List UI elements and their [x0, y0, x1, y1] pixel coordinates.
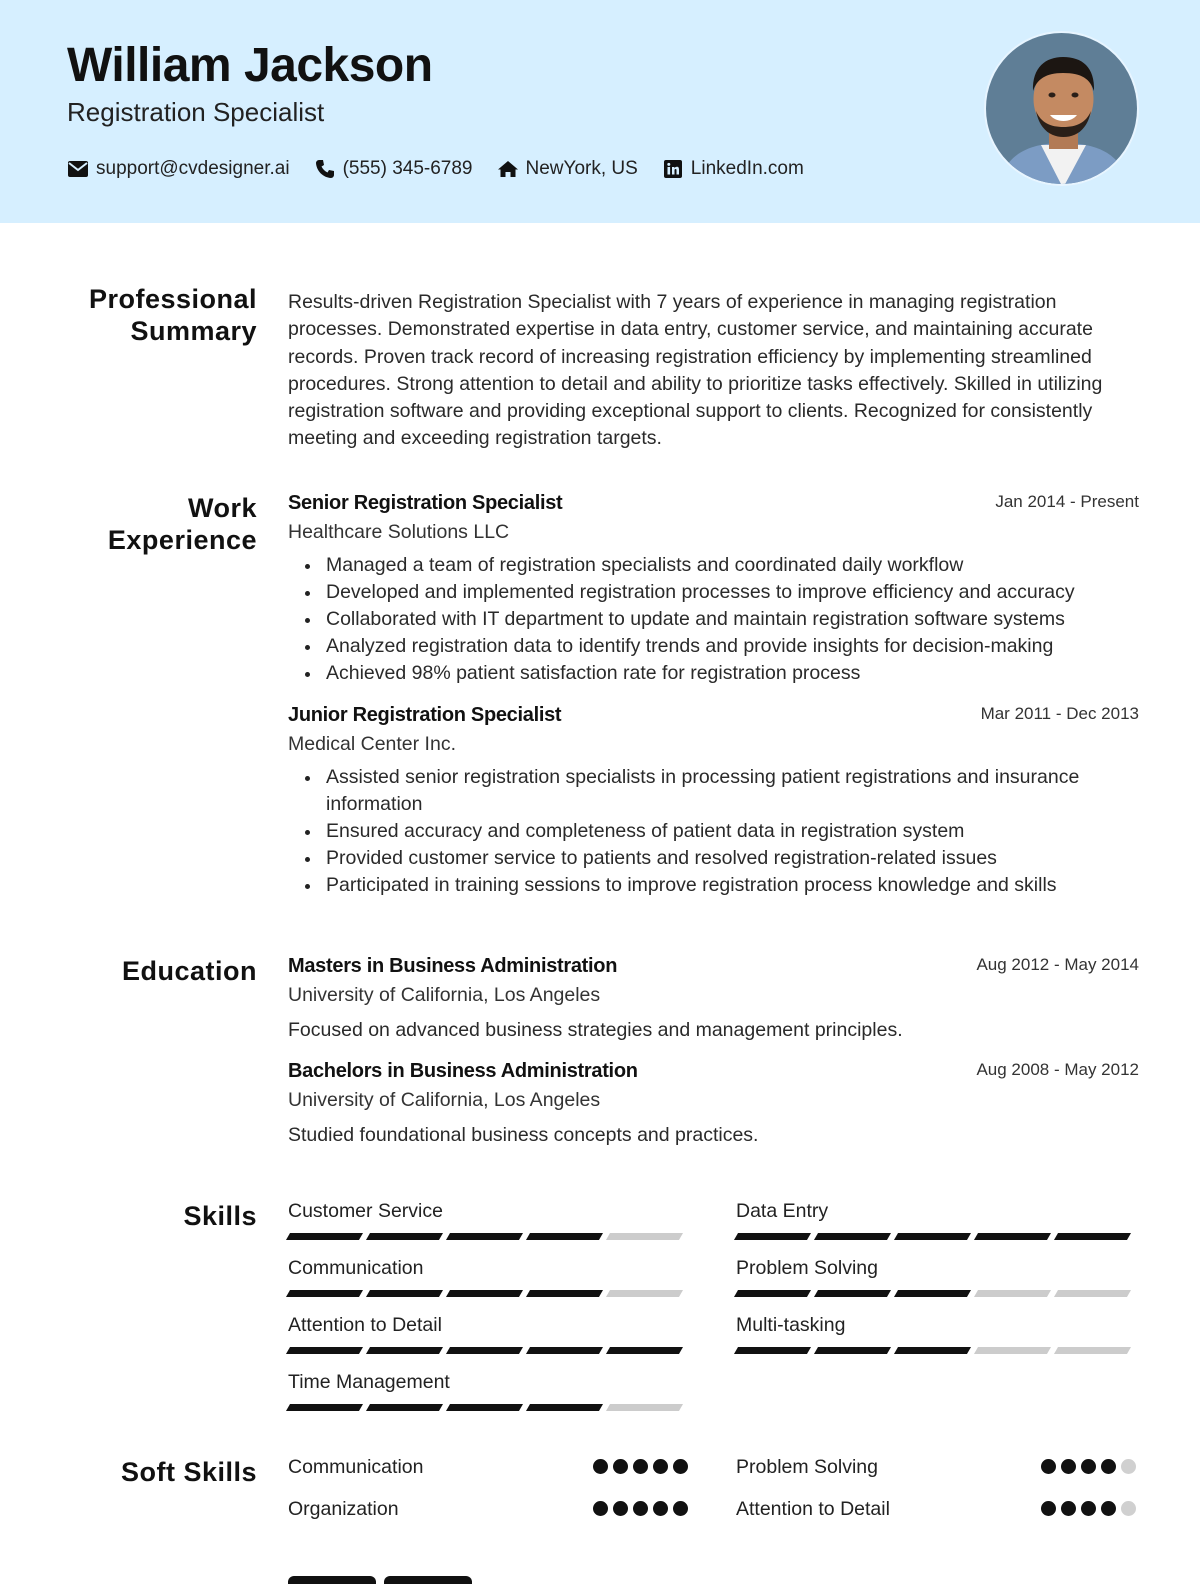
skill-item — [288, 1371, 688, 1411]
skill-level-segment — [894, 1347, 971, 1354]
skill-level-segment — [1054, 1290, 1131, 1297]
education-entry — [288, 955, 1139, 1042]
skill-level-segment — [734, 1233, 811, 1240]
contact-linkedin[interactable] — [662, 158, 804, 180]
rating-dot — [593, 1501, 608, 1516]
list-item: Provided customer service to patients and resolved registration-related issues — [288, 845, 1139, 872]
next-section-stub — [288, 1576, 480, 1584]
job-bullets — [288, 552, 1139, 687]
rating-dot — [1081, 1501, 1096, 1516]
skill-level-bar — [288, 1233, 688, 1240]
skill-level-segment — [734, 1347, 811, 1354]
rating-dot — [1121, 1501, 1136, 1516]
skill-level-bar — [288, 1290, 688, 1297]
skill-level-segment — [286, 1347, 363, 1354]
skill-level-segment — [526, 1233, 603, 1240]
phone-icon — [314, 158, 336, 180]
skill-level-segment — [286, 1233, 363, 1240]
list-item: Assisted senior registration specialists in processing patient registrations and insurance information — [288, 764, 1139, 818]
skill-level-segment — [894, 1290, 971, 1297]
summary-heading — [37, 283, 257, 347]
contact-linkedin-text: LinkedIn.com — [690, 158, 804, 179]
linkedin-icon — [662, 158, 684, 180]
job-entry — [288, 704, 1139, 899]
rating-dot — [1041, 1459, 1056, 1474]
job-company: Healthcare Solutions LLC — [288, 521, 510, 543]
skill-level-segment — [606, 1404, 683, 1411]
education-degree: Masters in Business Administration — [288, 955, 618, 977]
skill-level-segment — [1054, 1347, 1131, 1354]
skill-level-bar — [288, 1404, 688, 1411]
rating-dot — [613, 1459, 628, 1474]
skill-item — [736, 1257, 1136, 1297]
skill-level-segment — [734, 1290, 811, 1297]
education-school: University of California, Los Angeles — [288, 984, 601, 1006]
contact-email[interactable] — [67, 158, 290, 180]
education-school: University of California, Los Angeles — [288, 1089, 601, 1111]
skill-level-segment — [814, 1347, 891, 1354]
rating-dot — [613, 1501, 628, 1516]
contact-phone-text: (555) 345-6789 — [342, 158, 473, 179]
soft-skill-name: Organization — [288, 1498, 399, 1520]
list-item: Ensured accuracy and completeness of patient data in registration system — [288, 818, 1139, 845]
skill-level-segment — [446, 1404, 523, 1411]
soft-skill-name: Problem Solving — [736, 1456, 878, 1478]
work-heading — [37, 492, 257, 556]
education-date: Aug 2012 - May 2014 — [976, 955, 1139, 974]
skill-level-bar — [736, 1290, 1136, 1297]
skill-level-bar — [288, 1347, 688, 1354]
rating-dot — [1101, 1501, 1116, 1516]
skill-name: Multi-tasking — [736, 1314, 846, 1336]
skill-name: Data Entry — [736, 1200, 829, 1222]
skill-name: Time Management — [288, 1371, 450, 1393]
rating-dot — [1061, 1459, 1076, 1474]
job-date: Mar 2011 - Dec 2013 — [980, 704, 1139, 723]
rating-dot — [653, 1459, 668, 1474]
skill-level-segment — [606, 1347, 683, 1354]
soft-skill-item — [288, 1498, 688, 1528]
skill-item — [736, 1200, 1136, 1240]
skill-level-segment — [446, 1290, 523, 1297]
soft-skill-item — [288, 1456, 688, 1486]
soft-skill-rating — [1036, 1459, 1136, 1474]
list-item: Collaborated with IT department to update and maintain registration software systems — [288, 606, 1139, 633]
skill-level-segment — [366, 1347, 443, 1354]
rating-dot — [633, 1501, 648, 1516]
summary-heading-line2: Summary — [130, 316, 257, 346]
skill-item — [288, 1314, 688, 1354]
skill-level-segment — [366, 1290, 443, 1297]
candidate-title: Registration Specialist — [67, 97, 325, 127]
work-heading-line2: Experience — [107, 525, 257, 555]
contact-location-text: NewYork, US — [525, 158, 638, 179]
skill-level-segment — [446, 1233, 523, 1240]
skill-level-segment — [286, 1404, 363, 1411]
education-description: Focused on advanced business strategies and management principles. — [288, 1019, 903, 1041]
soft-skills-heading: Soft Skills — [120, 1457, 257, 1487]
skill-level-segment — [974, 1233, 1051, 1240]
list-item: Analyzed registration data to identify trends and provide insights for decision-making — [288, 633, 1139, 660]
education-heading: Education — [121, 956, 257, 986]
skill-level-bar — [736, 1233, 1136, 1240]
work-heading-line1: Work — [187, 493, 257, 523]
skill-level-segment — [366, 1404, 443, 1411]
skill-level-segment — [1054, 1233, 1131, 1240]
skill-level-segment — [606, 1290, 683, 1297]
job-date: Jan 2014 - Present — [995, 492, 1139, 511]
rating-dot — [1061, 1501, 1076, 1516]
skill-level-segment — [446, 1347, 523, 1354]
skill-name: Customer Service — [288, 1200, 443, 1222]
rating-dot — [1121, 1459, 1136, 1474]
rating-dot — [1081, 1459, 1096, 1474]
soft-skill-rating — [588, 1501, 688, 1516]
job-entry — [288, 492, 1139, 687]
skill-level-segment — [526, 1404, 603, 1411]
list-item: Developed and implemented registration processes to improve efficiency and accuracy — [288, 579, 1139, 606]
skill-item — [288, 1257, 688, 1297]
tag-stub — [288, 1576, 376, 1584]
list-item: Managed a team of registration specialists and coordinated daily workflow — [288, 552, 1139, 579]
rating-dot — [673, 1501, 688, 1516]
skill-item — [288, 1200, 688, 1240]
skills-heading: Skills — [183, 1201, 257, 1231]
skill-level-segment — [286, 1290, 363, 1297]
list-item: Participated in training sessions to improve registration process knowledge and skills — [288, 872, 1139, 899]
soft-skill-rating — [588, 1459, 688, 1474]
resume-header — [0, 0, 1200, 223]
education-degree: Bachelors in Business Administration — [288, 1060, 638, 1082]
rating-dot — [633, 1459, 648, 1474]
job-title: Junior Registration Specialist — [288, 704, 562, 726]
contact-phone[interactable] — [314, 158, 473, 180]
skill-level-segment — [814, 1233, 891, 1240]
job-bullets — [288, 764, 1139, 899]
skill-level-bar — [736, 1347, 1136, 1354]
education-description: Studied foundational business concepts and practices. — [288, 1124, 759, 1146]
soft-skill-name: Attention to Detail — [736, 1498, 890, 1520]
soft-skill-rating — [1036, 1501, 1136, 1516]
rating-dot — [653, 1501, 668, 1516]
candidate-name: William Jackson — [67, 39, 433, 92]
contact-list — [67, 158, 828, 180]
rating-dot — [1101, 1459, 1116, 1474]
skill-name: Attention to Detail — [288, 1314, 442, 1336]
summary-text: Results-driven Registration Specialist with 7 years of experience in managing registration processes. Demonstrated expertise in data entry, customer service, and maintaining accurate records. Proven track record of increasing registration efficiency by implementing streamlined procedures. Strong attention to detail and ability to prioritize tasks effectively. Skilled in utilizing registration software and providing exceptional support to clients. Recognized for consistently meeting and exceeding registration targets. — [288, 291, 1103, 450]
skill-level-segment — [974, 1347, 1051, 1354]
skill-name: Problem Solving — [736, 1257, 878, 1279]
job-title: Senior Registration Specialist — [288, 492, 563, 514]
soft-skill-item — [736, 1456, 1136, 1486]
skill-level-segment — [526, 1290, 603, 1297]
skill-item — [736, 1314, 1136, 1354]
avatar — [984, 31, 1139, 186]
rating-dot — [673, 1459, 688, 1474]
contact-location — [497, 158, 638, 180]
skill-level-segment — [366, 1233, 443, 1240]
skill-name: Communication — [288, 1257, 424, 1279]
contact-email-text: support@cvdesigner.ai — [96, 158, 290, 179]
skill-level-segment — [894, 1233, 971, 1240]
summary-heading-line1: Professional — [88, 284, 257, 314]
education-entry — [288, 1060, 1139, 1147]
rating-dot — [593, 1459, 608, 1474]
rating-dot — [1041, 1501, 1056, 1516]
job-company: Medical Center Inc. — [288, 733, 456, 755]
skill-level-segment — [526, 1347, 603, 1354]
soft-skill-name: Communication — [288, 1456, 424, 1478]
soft-skill-item — [736, 1498, 1136, 1528]
list-item: Achieved 98% patient satisfaction rate for registration process — [288, 660, 1139, 687]
envelope-icon — [67, 158, 89, 180]
home-icon — [497, 158, 519, 180]
skill-level-segment — [814, 1290, 891, 1297]
education-date: Aug 2008 - May 2012 — [976, 1060, 1139, 1079]
skill-level-segment — [606, 1233, 683, 1240]
skill-level-segment — [974, 1290, 1051, 1297]
tag-stub — [384, 1576, 472, 1584]
